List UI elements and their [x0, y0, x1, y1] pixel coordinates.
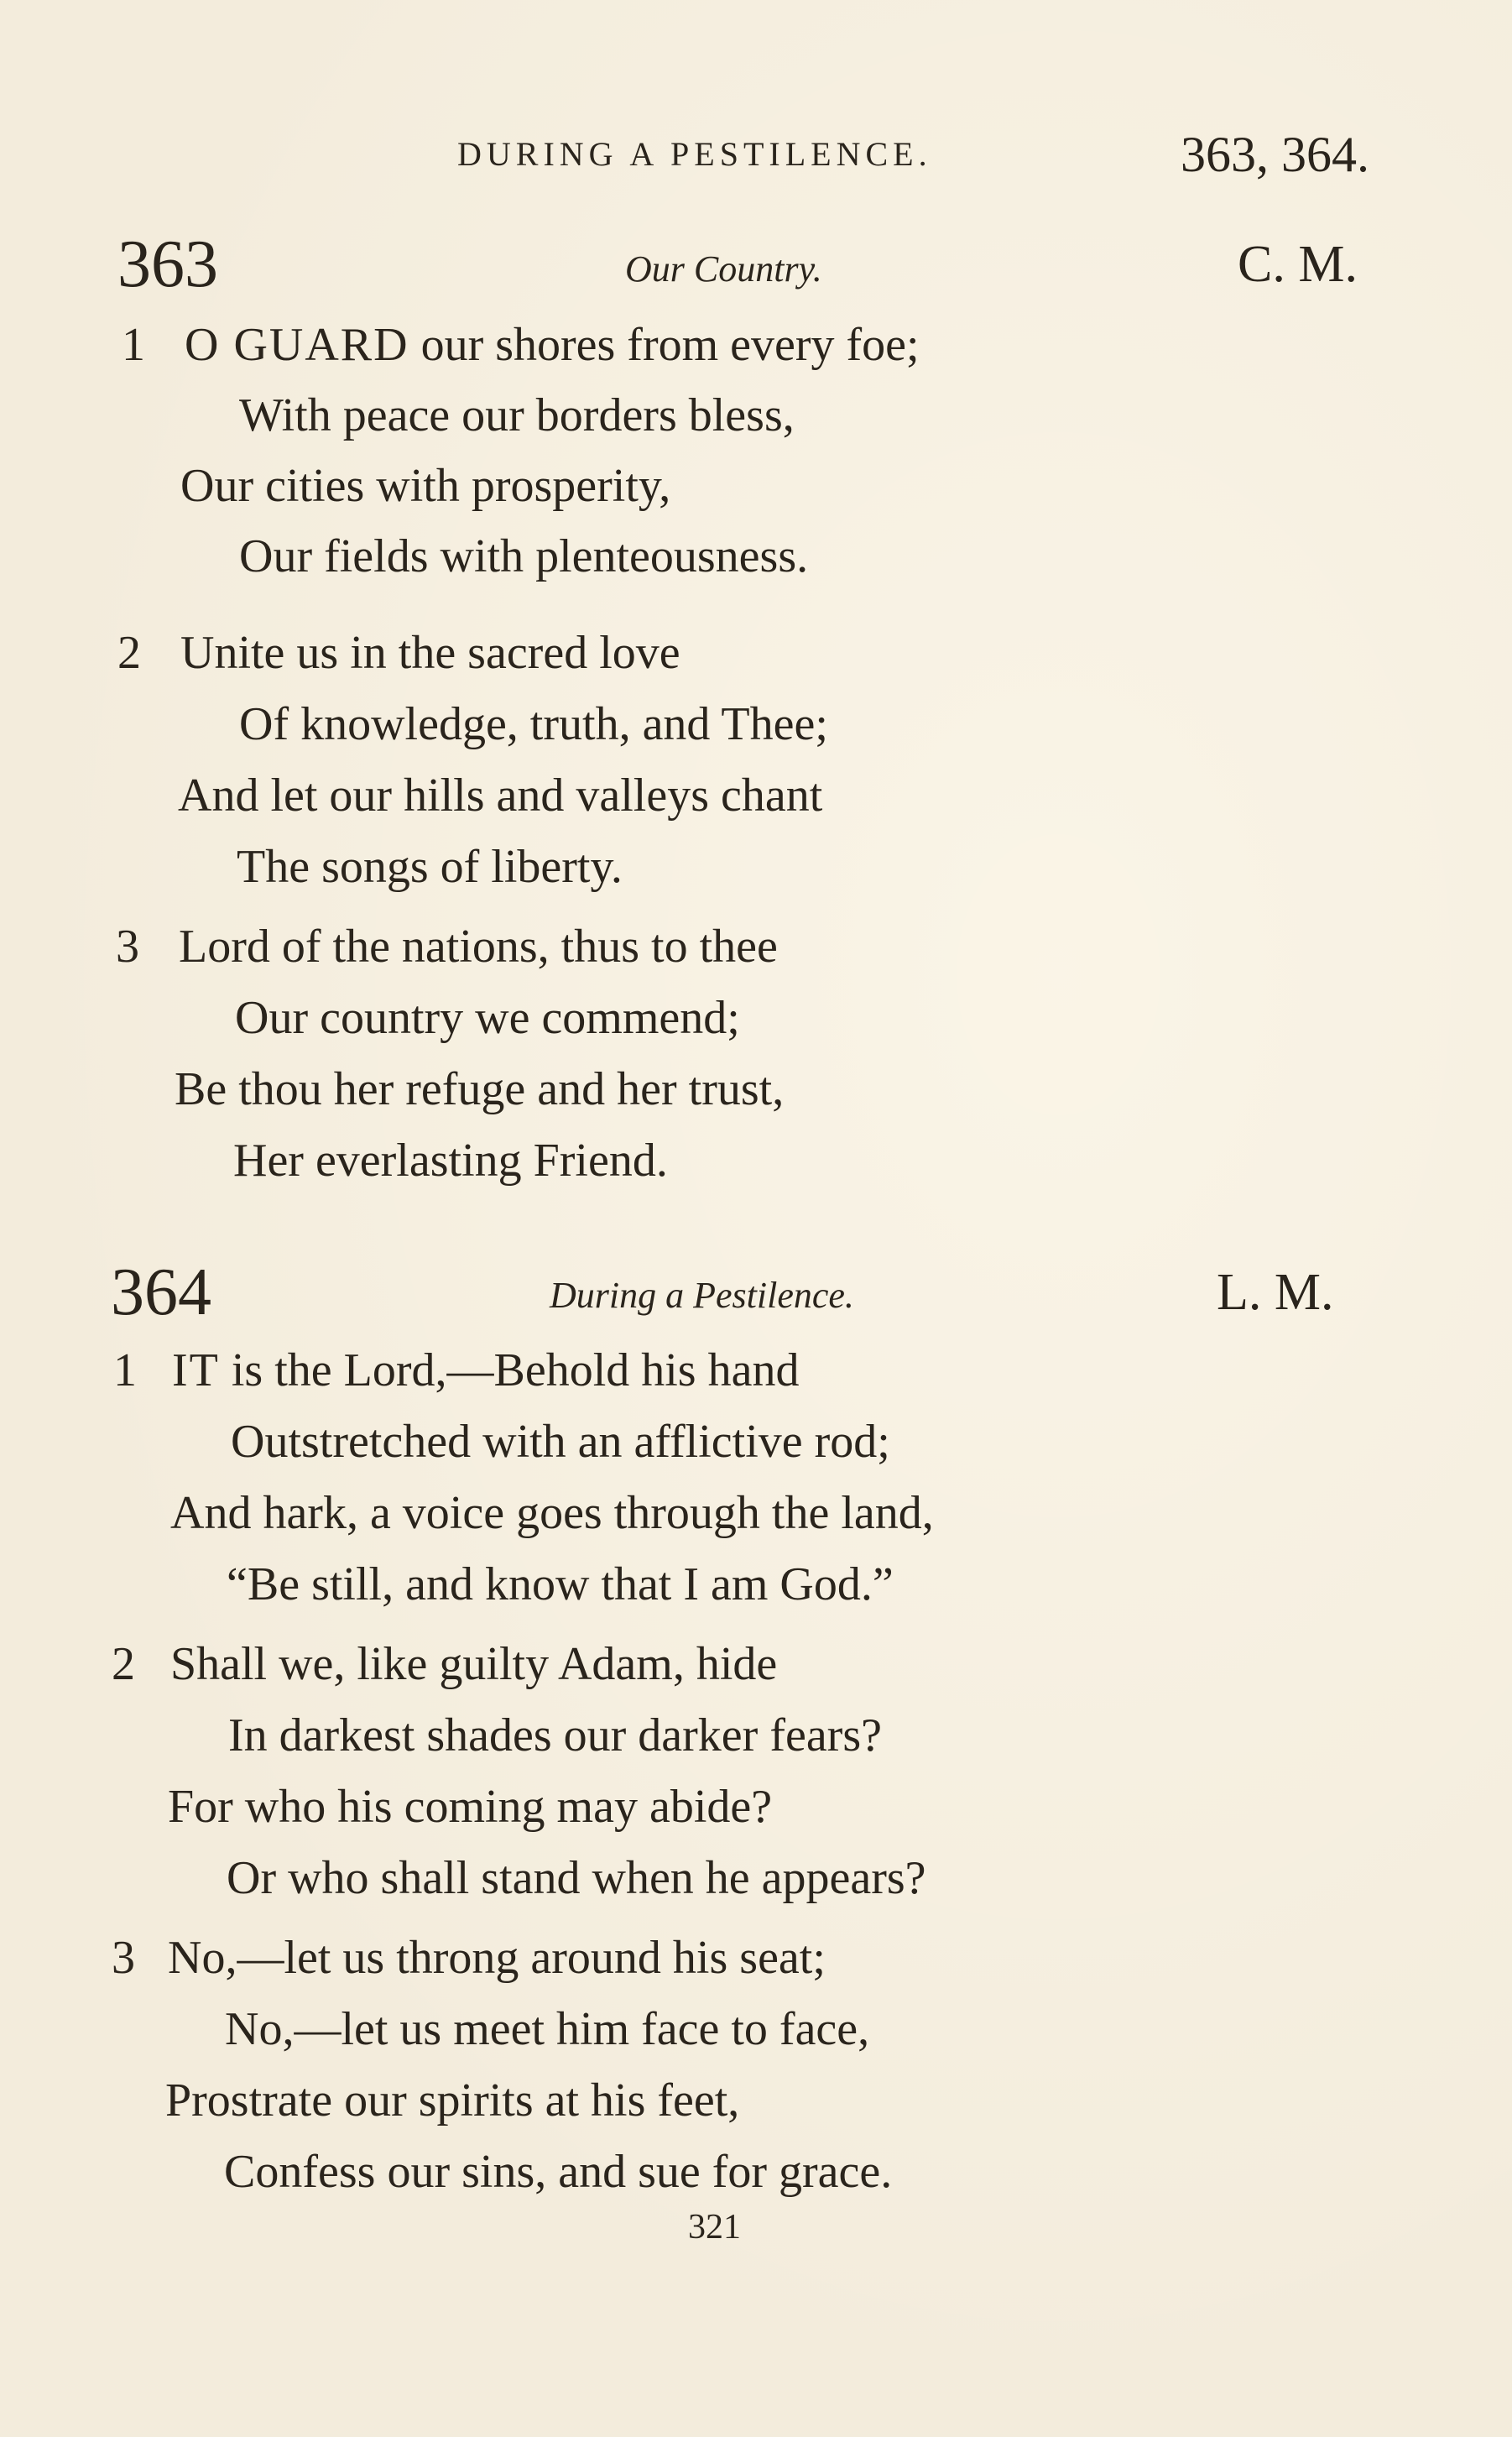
hymn-363-verse-3-line-1: Lord of the nations, thus to thee — [179, 921, 778, 973]
line-rest: is the Lord,—Behold his hand — [231, 1344, 800, 1396]
hymn-363-verse-1-number: 1 — [122, 319, 145, 371]
first-word: IT — [172, 1344, 220, 1396]
hymn-364-verse-3-line-1: No,—let us throng around his seat; — [168, 1932, 826, 1984]
hymn-363-verse-2-number: 2 — [117, 627, 141, 679]
hymn-363-verse-1-line-2: With peace our borders bless, — [239, 389, 795, 441]
hymn-363-verse-3-line-2: Our country we commend; — [235, 992, 740, 1044]
first-word: O GUARD — [185, 319, 409, 371]
hymn-363-verse-1-line-3: Our cities with prosperity, — [180, 460, 671, 512]
hymn-364-verse-1-line-3: And hark, a voice goes through the land, — [170, 1487, 934, 1539]
hymn-364-title: During a Pestilence. — [550, 1275, 854, 1316]
hymn-363-title: Our Country. — [625, 248, 822, 290]
hymn-364-verse-2-line-1: Shall we, like guilty Adam, hide — [170, 1638, 778, 1690]
hymn-363-verse-3-number: 3 — [116, 921, 139, 973]
hymn-363-verse-2-line-1: Unite us in the sacred love — [180, 627, 680, 679]
hymn-364-verse-1-line-4: “Be still, and know that I am God.” — [227, 1558, 894, 1610]
hymn-364-number: 364 — [111, 1255, 211, 1329]
running-head: DURING A PESTILENCE. — [457, 135, 932, 173]
hymn-364-verse-3-line-2: No,—let us meet him face to face, — [225, 2003, 870, 2055]
hymn-363-verse-2-line-4: The songs of liberty. — [237, 841, 623, 893]
hymn-364-verse-3-line-4: Confess our sins, and sue for grace. — [224, 2146, 893, 2198]
hymn-364-verse-2-number: 2 — [112, 1638, 135, 1690]
hymn-363-meter: C. M. — [1238, 236, 1358, 293]
page-number: 321 — [688, 2208, 741, 2247]
hymn-363-verse-1-line-4: Our fields with plenteousness. — [239, 530, 809, 582]
hymn-364-verse-1-line-2: Outstretched with an afflictive rod; — [231, 1416, 890, 1468]
hymn-363-verse-3-line-3: Be thou her refuge and her trust, — [175, 1063, 785, 1115]
hymn-363-verse-2-line-3: And let our hills and valleys chant — [178, 770, 823, 822]
hymn-364-verse-1-number: 1 — [113, 1344, 137, 1396]
hymn-363-number: 363 — [117, 227, 218, 301]
hymn-364-meter: L. M. — [1217, 1264, 1334, 1321]
hymn-364-verse-1-line-1 — [172, 1344, 800, 1396]
hymn-364-verse-2-line-2: In darkest shades our darker fears? — [228, 1709, 882, 1761]
hymn-363-verse-3-line-4: Her everlasting Friend. — [233, 1135, 668, 1187]
hymn-364-verse-2-line-3: For who his coming may abide? — [168, 1781, 773, 1833]
hymn-363-verse-1-line-1 — [185, 319, 920, 371]
line-rest: our shores from every foe; — [420, 319, 920, 371]
hymn-364-verse-3-number: 3 — [112, 1932, 135, 1984]
hymn-364-verse-2-line-4: Or who shall stand when he appears? — [227, 1852, 926, 1904]
hymn-364-verse-3-line-3: Prostrate our spirits at his feet, — [165, 2074, 740, 2127]
hymn-363-verse-2-line-2: Of knowledge, truth, and Thee; — [239, 698, 828, 750]
header-hymn-numbers: 363, 364. — [1181, 127, 1369, 182]
